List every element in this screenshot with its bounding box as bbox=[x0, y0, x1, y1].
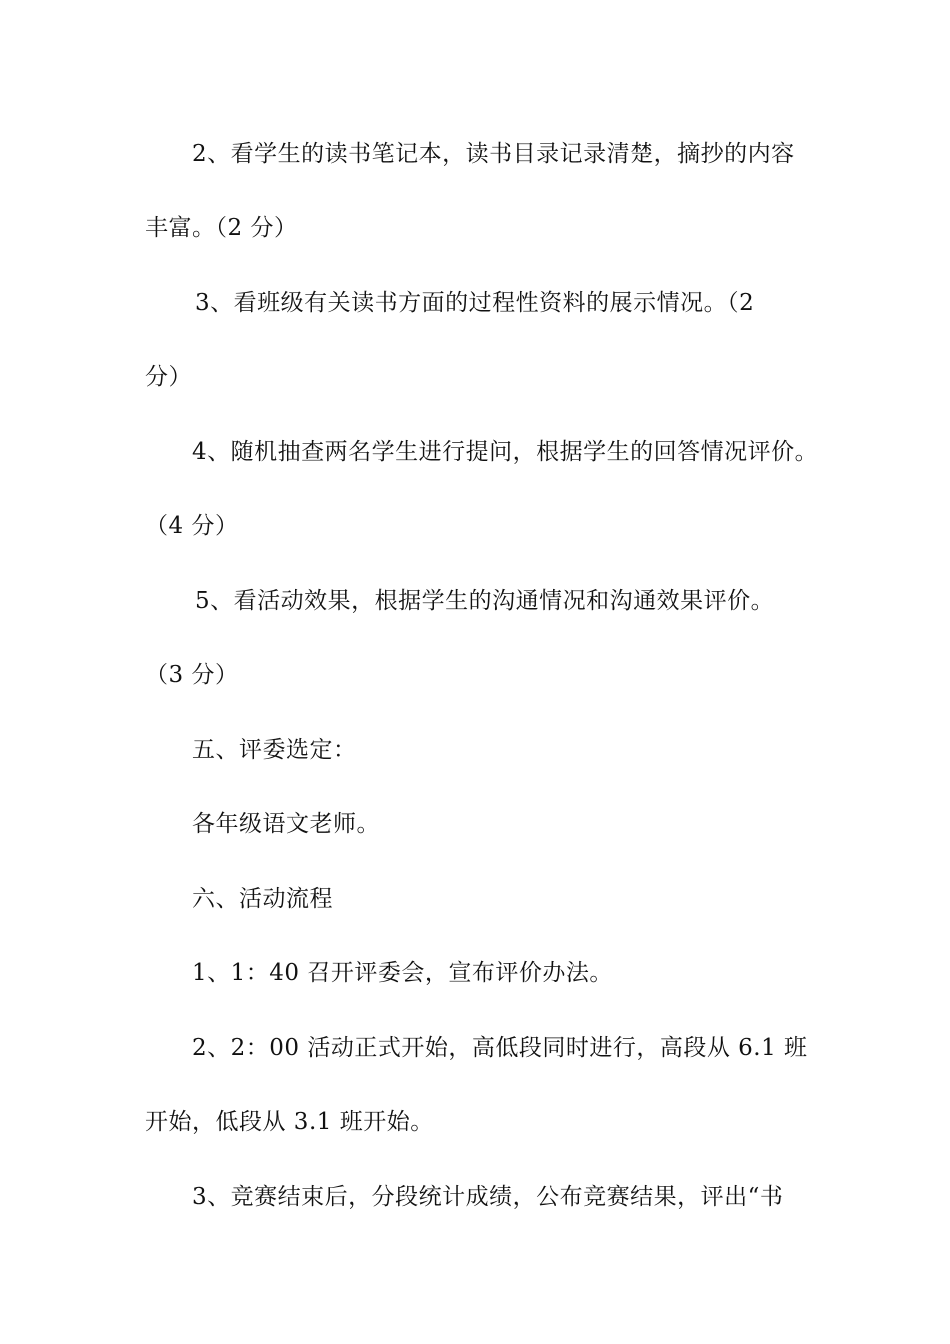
text-line: 1、1：40 召开评委会，宣布评价办法。 bbox=[192, 960, 613, 986]
text-line: 2、2：00 活动正式开始，高低段同时进行，高段从 6.1 班 bbox=[192, 1035, 808, 1061]
text-line: （3 分） bbox=[145, 662, 239, 688]
section-heading: 六、活动流程 bbox=[192, 886, 333, 912]
text-line: 2、看学生的读书笔记本，读书目录记录清楚，摘抄的内容 bbox=[192, 141, 795, 167]
text-line: 5、看活动效果，根据学生的沟通情况和沟通效果评价。 bbox=[195, 588, 775, 614]
text-line: 各年级语文老师。 bbox=[192, 811, 380, 837]
text-line: 3、竞赛结束后，分段统计成绩，公布竞赛结果，评出“书 bbox=[192, 1184, 784, 1210]
text-line: 丰富。（2 分） bbox=[145, 215, 298, 241]
text-line: 分） bbox=[145, 364, 192, 390]
text-line: 4、随机抽查两名学生进行提问，根据学生的回答情况评价。 bbox=[192, 439, 819, 465]
text-line: 3、看班级有关读书方面的过程性资料的展示情况。（2 bbox=[195, 290, 755, 316]
text-line: 开始，低段从 3.1 班开始。 bbox=[145, 1109, 434, 1135]
section-heading: 五、评委选定： bbox=[192, 737, 357, 763]
text-line: （4 分） bbox=[145, 513, 239, 539]
